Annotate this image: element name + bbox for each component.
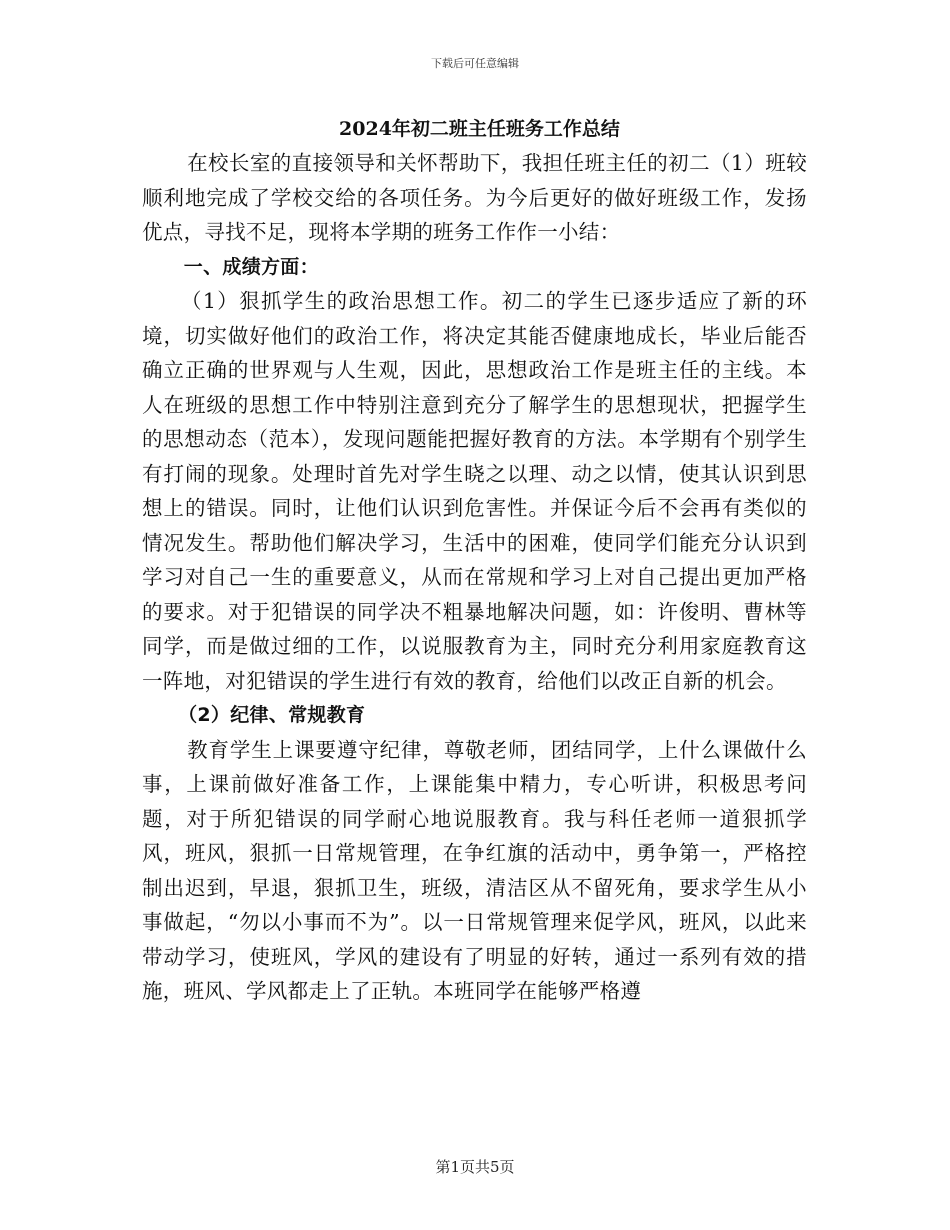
section-heading-achievements: 一、成绩方面： <box>183 255 319 278</box>
document-title: 2024年初二班主任班务工作总结 <box>339 118 620 140</box>
item2-heading: （2）纪律、常规教育 <box>178 704 366 726</box>
item1-paragraph: （1）狠抓学生的政治思想工作。初二的学生已逐步适应了新的环境，切实做好他们的政治工作，将决定其能否健康地成长，毕业后能否确立正确的世界观与人生观，因此，思想政治工作是班主任的主线。本人在班级的思想工作中特别注意到充分了解学生的思想现状，把握学生的思想动态（范本），发现问题能把握好教育的方法。本学期有个别学生有打闹的现象。处理时首先对学生晓之以理、动之以情，使其认识到思想上的错误。同时，让他们认识到危害性。并保证今后不会再有类似的情况发生。帮助他们解决学习，生活中的困难，使同学们能充分认识到学习对自己一生的重要意义，从而在常规和学习上对自己提出更加严格的要求。对于犯错误的同学决不粗暴地解决问题，如：许俊明、曹林等同学，而是做过细的工作，以说服教育为主，同时充分利用家庭教育这一阵地，对犯错误的学生进行有效的教育，给他们以改正自新的机会。 <box>142 289 807 693</box>
page-number-footer: 第1页共5页 <box>435 1158 515 1176</box>
item2-paragraph: 教育学生上课要遵守纪律，尊敬老师，团结同学，上什么课做什么事，上课前做好准备工作，上课能集中精力，专心听讲，积极思考问题，对于所犯错误的同学耐心地说服教育。我与科任老师一道狠抓学风，班风，狠抓一日常规管理，在争红旗的活动中，勇争第一，严格控制出迟到，早退，狠抓卫生，班级，清洁区从不留死角，要求学生从小事做起，“勿以小事而不为”。以一日常规管理来促学风，班风，以此来带动学习，使班风，学风的建设有了明显的好转，通过一系列有效的措施，班风、学风都走上了正轨。本班同学在能够严格遵 <box>142 737 807 1003</box>
page-header-note: 下载后可任意编辑 <box>431 57 519 70</box>
intro-paragraph: 在校长室的直接领导和关怀帮助下，我担任班主任的初二（1）班较顺利地完成了学校交给的各项任务。为今后更好的做好班级工作，发扬优点，寻找不足，现将本学期的班务工作作一小结： <box>142 151 807 244</box>
document-body <box>142 112 807 1009</box>
